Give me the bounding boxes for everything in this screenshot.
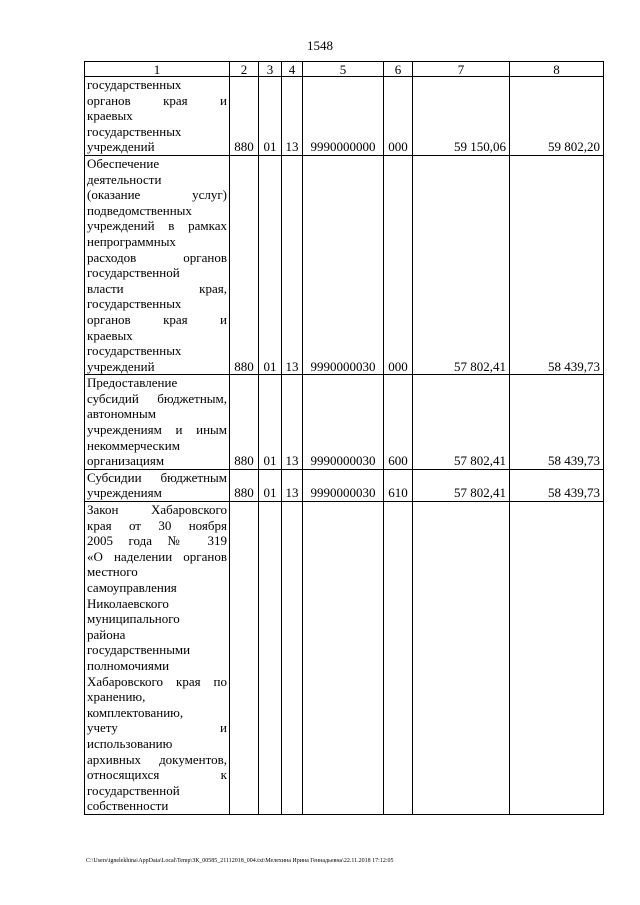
column-header: 7 (413, 62, 510, 77)
row-name-line: (оказание услуг) (87, 187, 227, 203)
row-name-line: учреждений (87, 139, 155, 155)
row-name-line: органов края и (87, 311, 227, 327)
target-article-cell: 9990000030 (303, 155, 384, 374)
row-name-line: государственной (87, 782, 180, 798)
row-name-line: государственных (87, 296, 182, 312)
table-row (85, 77, 604, 156)
header-row (85, 62, 604, 77)
amount-2020-cell: 58 439,73 (510, 155, 604, 374)
row-name-line: Хабаровского края по (87, 673, 227, 689)
row-name-cell (85, 502, 230, 815)
expense-type-cell: 600 (384, 375, 413, 470)
target-article-cell: 9990000030 (303, 469, 384, 501)
row-name-line: органов края и (87, 92, 227, 108)
row-name-line: учету и (87, 720, 227, 736)
table-row (85, 155, 604, 374)
row-name-line: автономным (87, 406, 156, 422)
table-row (85, 502, 604, 815)
row-name-line: некоммерческим (87, 437, 180, 453)
row-name-line: самоуправления (87, 580, 177, 595)
subsection-cell: 13 (282, 77, 303, 156)
row-name-line: Предоставление (87, 375, 178, 391)
section-cell: 01 (259, 375, 282, 470)
row-name-line: деятельности (87, 171, 162, 187)
row-name-line: учреждениям (87, 485, 162, 501)
row-name-line: местного (87, 564, 138, 580)
row-name-line: края от 30 ноября (87, 517, 227, 533)
row-name-line: учреждениям и иным (87, 422, 227, 438)
amount-2019-cell: 57 802,41 (413, 155, 510, 374)
expense-type-cell: 000 (384, 77, 413, 156)
row-name-line: района (87, 626, 126, 642)
row-name-line: использованию (87, 735, 173, 751)
column-header: 8 (510, 62, 604, 77)
row-name-line: Закон Хабаровского (87, 502, 227, 518)
column-header: 5 (303, 62, 384, 77)
row-name-line: «О наделении органов (87, 548, 227, 564)
row-name-line: краевых (87, 327, 133, 343)
amount-2020-cell: 58 439,73 (510, 375, 604, 470)
row-name-line: архивных документов, (87, 751, 227, 767)
amount-2020-cell: 58 439,73 (510, 469, 604, 501)
subsection-cell: 13 (282, 469, 303, 501)
expense-type-cell: 000 (384, 155, 413, 374)
row-name-line: подведомственных (87, 202, 192, 218)
row-name-line: муниципального (87, 611, 180, 627)
row-name-line: организациям (87, 453, 165, 469)
row-name-cell (85, 155, 230, 374)
table-row (85, 469, 604, 501)
expense-type-cell: 610 (384, 469, 413, 501)
target-article-cell (303, 502, 384, 815)
ministry-code-cell: 880 (230, 469, 259, 501)
row-name-line: государственными (87, 642, 191, 658)
row-name-line: комплектованию, (87, 704, 184, 720)
row-name-line: Обеспечение (87, 155, 160, 171)
page-number: 1548 (307, 38, 333, 53)
row-name-cell (85, 469, 230, 501)
section-cell: 01 (259, 469, 282, 501)
row-name-line: учреждений (87, 358, 155, 374)
amount-2019-cell: 59 150,06 (413, 77, 510, 156)
row-name-line: расходов органов (87, 249, 227, 265)
column-header: 2 (230, 62, 259, 77)
amount-2019-cell: 57 802,41 (413, 375, 510, 470)
row-name-line: государственных (87, 123, 182, 139)
target-article-cell: 9990000000 (303, 77, 384, 156)
ministry-code-cell (230, 502, 259, 815)
ministry-code-cell: 880 (230, 375, 259, 470)
row-name-line: государственных (87, 77, 182, 92)
row-name-line: собственности (87, 798, 169, 814)
row-name-line: непрограммных (87, 233, 176, 249)
budget-table (84, 61, 604, 815)
amount-2019-cell: 57 802,41 (413, 469, 510, 501)
ministry-code-cell: 880 (230, 77, 259, 156)
row-name-line: 2005 года № 319 (87, 533, 227, 549)
amount-2019-cell (413, 502, 510, 815)
row-name-line: субсидий бюджетным, (87, 390, 227, 406)
amount-2020-cell: 59 802,20 (510, 77, 604, 156)
ministry-code-cell: 880 (230, 155, 259, 374)
row-name-line: краевых (87, 108, 133, 124)
row-name-line: Николаевского (87, 595, 169, 611)
row-name-line: государственных (87, 343, 182, 359)
expense-type-cell (384, 502, 413, 815)
subsection-cell: 13 (282, 375, 303, 470)
subsection-cell (282, 502, 303, 815)
column-header: 4 (282, 62, 303, 77)
amount-2020-cell (510, 502, 604, 815)
row-name-line: Субсидии бюджетным (87, 469, 227, 485)
row-name-line: хранению, (87, 689, 146, 705)
subsection-cell: 13 (282, 155, 303, 374)
file-path-footer: C:\Users\ignelekhina\AppData\Local\Temp\ЗК_00585_21112018_004.txt\Мелехина Ирина Геннадьевна\22.11.2018 17:12:05 (86, 858, 394, 864)
row-name-line: относящихся к (87, 767, 227, 783)
section-cell: 01 (259, 155, 282, 374)
section-cell (259, 502, 282, 815)
column-header: 3 (259, 62, 282, 77)
column-header: 6 (384, 62, 413, 77)
row-name-cell (85, 77, 230, 156)
row-name-line: учреждений в рамках (87, 218, 227, 234)
row-name-line: государственной (87, 265, 180, 281)
row-name-cell (85, 375, 230, 470)
column-header: 1 (85, 62, 230, 77)
target-article-cell: 9990000030 (303, 375, 384, 470)
section-cell: 01 (259, 77, 282, 156)
row-name-line: власти края, (87, 280, 227, 296)
table-row (85, 375, 604, 470)
row-name-line: полномочиями (87, 657, 170, 673)
